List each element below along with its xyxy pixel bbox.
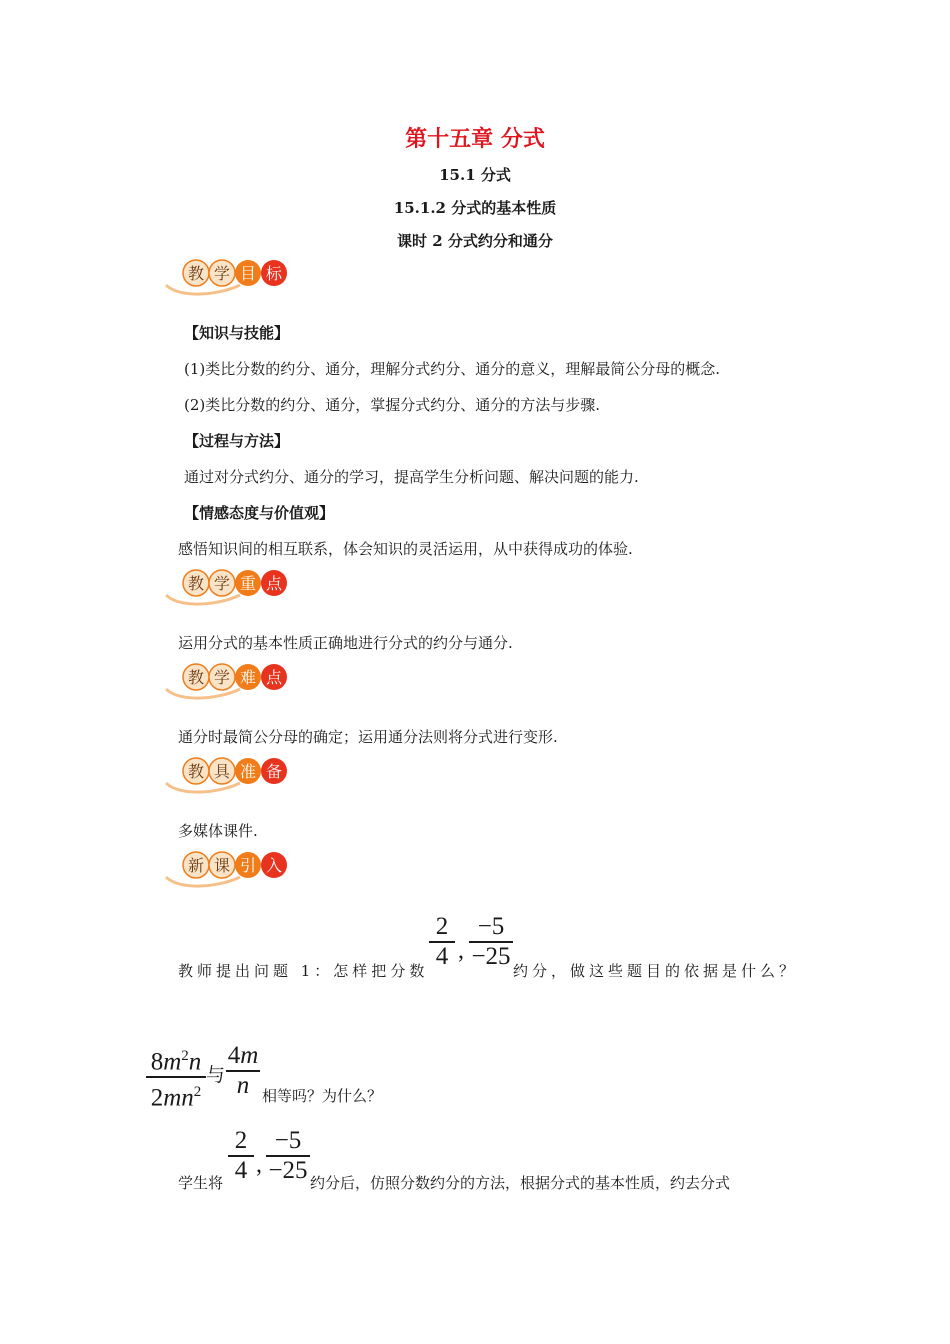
chapter-title: 第十五章 分式 [405,126,545,152]
knowledge-heading: 【知识与技能】 [184,324,290,342]
fraction-neg5-over-neg25 [469,914,513,970]
fraction-4m-over-n: 4m n [227,1042,259,1099]
subsection-title: 15.1.2 分式的基本性质 [393,199,557,217]
badge-char-3: 引 [239,856,257,875]
badge-char-1: 新 [187,856,205,875]
question-1-suffix: 约分，做这些题目的依据是什么？ [513,962,799,980]
badge-char-4: 点 [265,668,283,687]
badge-char-3: 重 [239,574,257,593]
fraction-2-over-4 [228,1128,254,1184]
badge-char-4: 入 [265,856,283,875]
fraction-comma: , [256,1152,262,1178]
badge-char-2: 具 [213,762,231,781]
question-3-prefix: 学生将 [178,1174,224,1192]
emotion-heading: 【情感态度与价值观】 [184,504,335,522]
objectives-badge [160,255,300,299]
badge-char-3: 难 [239,668,257,687]
question-3-suffix: 约分后，仿照分数约分的方法，根据分式的基本性质，约去分式 [310,1174,731,1192]
difficulties-badge [160,659,300,703]
section-title: 15.1 分式 [439,166,511,184]
badge-char-4: 标 [265,264,283,283]
fraction-denominator: −25 [268,1157,308,1184]
fraction-denominator: 4 [435,943,449,970]
fraction-numerator: −5 [477,913,505,940]
objective-item-2: (2)类比分数的约分、通分，掌握分式约分、通分的方法与步骤. [184,396,601,414]
badge-swoosh-icon [160,753,300,797]
fraction-8m2n-over-2mn2: $8m^2n$ $2mn^2$ [146,1043,206,1112]
badge-char-3: 准 [239,762,257,781]
badge-char-2: 学 [213,574,231,593]
badge-char-1: 教 [187,574,205,593]
difficulties-text: 通分时最简公分母的确定；运用通分法则将分式进行变形. [178,728,558,746]
objective-item-1: (1)类比分数的约分、通分，理解分式约分、通分的意义，理解最简公分母的概念. [184,360,721,378]
badge-char-1: 教 [187,668,205,687]
intro-badge [160,847,300,891]
badge-char-2: 学 [213,264,231,283]
key-points-badge [160,565,300,609]
fraction-numerator: 2 [234,1127,248,1154]
process-heading: 【过程与方法】 [184,432,290,450]
fraction-numerator: 2 [435,913,449,940]
emotion-text: 感悟知识间的相互联系，体会知识的灵活运用，从中获得成功的体验. [178,540,633,558]
question-2-suffix: 相等吗？为什么？ [262,1087,383,1105]
badge-char-4: 备 [265,762,283,781]
badge-char-4: 点 [265,574,283,593]
badge-char-1: 教 [187,762,205,781]
fraction-denominator: −25 [471,943,511,970]
key-points-text: 运用分式的基本性质正确地进行分式的约分与通分. [178,634,513,652]
badge-char-2: 课 [213,856,231,875]
badge-swoosh-icon [160,255,300,299]
process-text: 通过对分式约分、通分的学习，提高学生分析问题、解决问题的能力. [184,468,639,486]
fraction-neg5-over-neg25 [266,1128,310,1184]
fraction-denominator: 4 [234,1157,248,1184]
fraction-comma: , [458,938,464,964]
badge-char-2: 学 [213,668,231,687]
question-1-prefix: 教师提出问题 1：怎样把分数 [178,962,429,980]
badge-char-3: 目 [239,264,257,283]
badge-swoosh-icon [160,847,300,891]
fraction-numerator: −5 [274,1127,302,1154]
badge-swoosh-icon [160,565,300,609]
materials-text: 多媒体课件. [178,822,258,840]
materials-badge [160,753,300,797]
lesson-title: 课时 2 分式约分和通分 [397,232,553,250]
connector-text: 与 [206,1064,226,1086]
fraction-2-over-4 [429,914,455,970]
badge-char-1: 教 [187,264,205,283]
badge-swoosh-icon [160,659,300,703]
